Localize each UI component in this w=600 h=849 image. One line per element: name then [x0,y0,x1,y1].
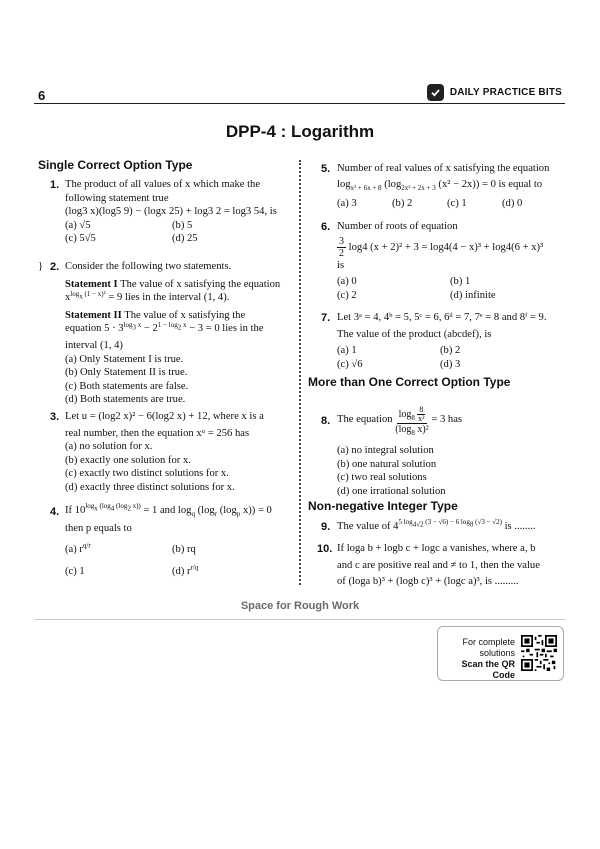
question-text: If loga b + logb c + logc a vanishes, where a, b [337,543,536,554]
qr-caption-line: Scan the QR Code [461,659,515,680]
equation: (log [219,505,237,516]
brand-header [427,84,562,101]
section-single-correct: Single Correct Option Type [38,158,193,172]
option-c[interactable]: (c) exactly two distinct solutions for x. [65,468,229,480]
option-a[interactable]: (a) 3 [337,198,357,210]
page-title: DPP-4 : Logarithm [225,122,375,141]
question-number: 1. [50,179,60,191]
equation: = 1 and log [143,505,192,516]
qr-code-icon[interactable] [521,635,557,671]
option-a[interactable]: (a) no solution for x. [65,441,153,453]
option-d[interactable]: (d) 0 [502,198,523,210]
question-text: following statement true [65,192,169,204]
statement-text: equation 5 · 3 [65,323,124,335]
question-number: 7. [321,312,331,324]
question-text: The value of the product (abcdef), is [337,328,492,340]
question-text: = 3 has [431,414,463,426]
statement-2-label: Statement II [65,309,122,321]
question-number: 9. [321,521,331,533]
option-a[interactable]: (a) r [65,544,83,556]
question-number: 4. [50,506,60,518]
option-a[interactable]: (a) √5 [65,219,91,231]
qr-caption-line: For complete [462,637,515,647]
column-divider [299,160,301,585]
option-c[interactable]: (c) two real solutions [337,472,427,484]
equation: (log [197,505,215,516]
option-b[interactable]: (b) Only Statement II is true. [65,367,188,379]
equation: x)) = 0 [242,505,272,516]
option-a[interactable]: (a) 1 [337,345,357,357]
equation: (log3 x)(log5 9) − (logx 25) + log3 2 = log3 54, is [65,206,277,218]
statement-text: The value of x satisfying the [124,309,246,321]
question-text: Consider the following two statements. [65,261,232,272]
question-number: 3. [50,411,60,423]
option-b[interactable]: (b) 2 [440,345,461,357]
question-number: 8. [321,415,331,427]
page-number: 6 [38,88,46,103]
section-multiple-correct: More than One Correct Option Type [308,375,511,389]
question-text: is ........ [504,521,536,532]
footer-rule [34,619,565,620]
option-c[interactable]: (c) Both statements are false. [65,380,189,392]
qr-caption-line: solutions [479,648,515,658]
option-c[interactable]: (c) 1 [447,198,467,210]
option-d[interactable]: (d) r [172,565,191,577]
option-d[interactable]: (d) 25 [172,233,198,245]
qr-box [437,626,564,681]
equation: log4 (x + 2)² + 3 = log4(4 − x)³ + log4(6 + x)³ [348,241,544,253]
question-text: then p equals to [65,522,132,534]
option-b[interactable]: (b) 1 [450,276,471,288]
question-text: is [337,259,345,271]
option-c[interactable]: (c) 5√5 [65,233,96,245]
statement-1-label: Statement I [65,278,118,290]
equation: (x² − 2x)) = 0 is equal to [438,178,543,190]
question-number: 10. [317,543,333,555]
question-number: 6. [321,221,331,233]
option-a[interactable]: (a) Only Statement I is true. [65,353,184,365]
option-b[interactable]: (b) 2 [392,198,413,210]
brand-text: DAILY PRACTICE BITS [449,87,562,98]
question-text: Number of real values of x satisfying the equation [337,163,550,174]
option-c[interactable]: (c) 1 [65,565,85,577]
option-d[interactable]: (d) exactly three distinct solutions for x. [65,481,235,493]
rough-work-label: Space for Rough Work [240,600,360,612]
question-text: real number, then the equation xᵘ = 256 has [65,427,250,439]
question-text: and c are positive real and ≠ to 1, then the value [337,559,540,571]
option-b[interactable]: (b) rq [172,544,196,556]
question-text: Let 3ᵃ = 4, 4ᵇ = 5, 5ᶜ = 6, 6ᵈ = 7, 7ᵉ = 8 and 8ᶠ = 9. [337,312,547,323]
option-b[interactable]: (b) 5 [172,219,193,231]
option-c[interactable]: (c) √6 [337,358,363,370]
option-a[interactable]: (a) 0 [337,276,357,288]
question-text: The equation [337,414,393,426]
question-number: 5. [321,163,331,175]
question-text: of (loga b)³ + (logb c)³ + (logc a)³, is ......... [337,576,519,588]
question-text: Number of roots of equation [337,221,458,232]
header-rule [34,103,565,104]
question-text: The value of 4 [337,521,399,532]
option-d[interactable]: (d) 3 [440,358,461,370]
qr-caption [438,637,515,681]
question-2: 2. Consider the following two statements. Statement I The value of x satisfying the equation $x^{log_x (1 - x)^2} = 9$ lies in the interval (1, 4). Statement II The value of x satisfying the equation $5 \cdot 3^{log_3 x} - 2^{1 - log_2 x} - 3 = 0$ lies in the interval (1, 4) (a) Only Statement I is true. (b) Only Statement II is true. (c) Both statements are false. (d) Both statements are true. } [38,260,293,274]
option-c[interactable]: (c) 2 [337,289,357,301]
equation: If 10 [65,505,86,516]
option-d[interactable]: (d) one irrational solution [337,485,446,497]
option-d[interactable]: (d) infinite [450,289,496,301]
section-non-negative-integer: Non-negative Integer Type [308,499,458,513]
question-text: The product of all values of x which make the [65,179,261,190]
option-b[interactable]: (b) one natural solution [337,458,437,470]
statement-text: The value of x satisfying the equation [120,278,281,290]
check-icon [427,84,444,101]
question-text: Let u = (log2 x)² − 6(log2 x) + 12, where x is a [65,411,264,422]
question-number: 2. [50,261,60,273]
option-a[interactable]: (a) no integral solution [337,445,434,456]
statement-text: interval (1, 4) [65,339,123,351]
option-d[interactable]: (d) Both statements are true. [65,394,186,406]
statement-text: = 9 lies in the interval (1, 4). [108,292,230,304]
option-b[interactable]: (b) exactly one solution for x. [65,454,191,466]
statement-text: − 3 = 0 lies in the [189,323,264,335]
